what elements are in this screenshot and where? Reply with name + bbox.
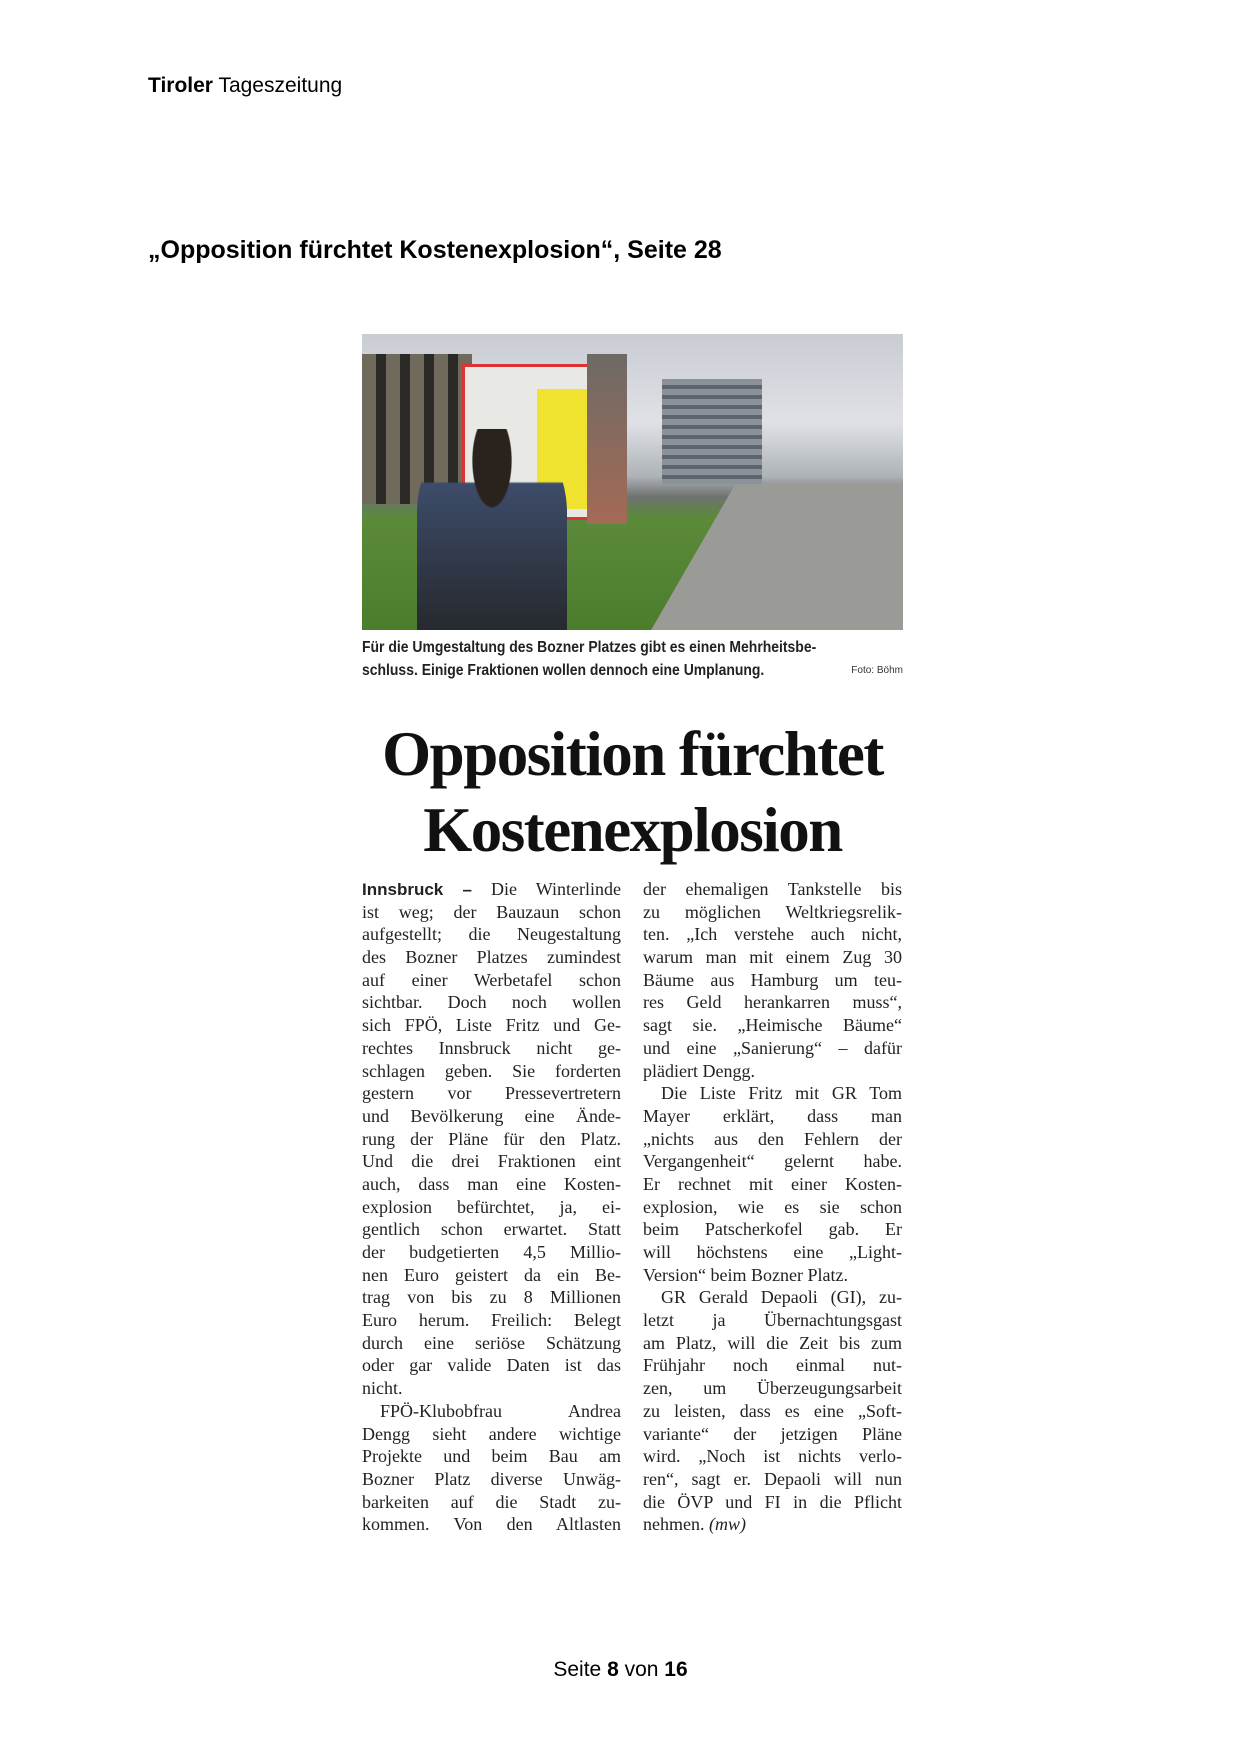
article-line	[362, 1014, 621, 1037]
article-line-text: Vergangenheit“ gelernt habe.	[643, 1151, 902, 1172]
article-line	[643, 1286, 902, 1309]
total-pages: 16	[664, 1658, 688, 1681]
article-line-text: Projekte und beim Bau am	[362, 1446, 621, 1467]
publication-name-rest: Tageszeitung	[218, 74, 343, 97]
article-line-text: GR Gerald Depaoli (GI), zu-	[661, 1287, 902, 1308]
article-line	[643, 1105, 902, 1128]
article-line	[643, 1309, 902, 1332]
caption-line: Für die Umgestaltung des Bozner Platzes gibt es einen Mehrheitsbe-	[362, 639, 817, 656]
article-line	[643, 969, 902, 992]
article-line-text: Euro herum. Freilich: Belegt	[362, 1310, 621, 1331]
article-line-text: auch, dass man eine Kosten-	[362, 1173, 621, 1194]
article-line-text: variante“ der jetzigen Pläne	[643, 1423, 902, 1444]
article-line	[362, 1105, 621, 1128]
article-line-text: aufgestellt; die Neugestaltung	[362, 924, 621, 945]
article-line	[362, 1037, 621, 1060]
article-column-right	[643, 878, 902, 1536]
article-line	[643, 1332, 902, 1355]
article-line	[362, 946, 621, 969]
caption-line: schluss. Einige Fraktionen wollen dennoch eine Umplanung.	[362, 662, 765, 679]
article-line-text: nen Euro geistert da ein Be-	[362, 1264, 621, 1285]
article-line	[643, 1445, 902, 1468]
dateline: Innsbruck –	[362, 880, 472, 899]
article-line	[643, 1468, 902, 1491]
article-line	[643, 1423, 902, 1446]
article-line-text: Frühjahr noch einmal nut-	[643, 1355, 902, 1376]
article-line-text: Die Winterlinde	[471, 879, 621, 899]
article-line-text: nicht.	[362, 1378, 403, 1399]
article-line-text: zu leisten, dass es eine „Soft-	[643, 1400, 902, 1421]
article-line	[362, 1400, 621, 1423]
article-line	[362, 1468, 621, 1491]
article-line	[362, 1150, 621, 1173]
article-line	[362, 1173, 621, 1196]
article-line-text: der budgetierten 4,5 Millio-	[362, 1242, 621, 1262]
article-line-text: Er rechnet mit einer Kosten-	[643, 1173, 902, 1194]
article-line-text: zen, um Überzeugungsarbeit	[643, 1378, 902, 1399]
article-line	[643, 1150, 902, 1173]
photo-credit: Foto: Böhm	[851, 665, 903, 676]
article-line-text: auf einer Werbetafel schon	[362, 969, 621, 990]
article-line-text: nehmen.	[643, 1514, 705, 1535]
article-line-text: durch eine seriöse Schätzung	[362, 1332, 621, 1353]
article-headline	[362, 716, 903, 868]
article-line-text: plädiert Dengg.	[643, 1060, 755, 1081]
photo-person	[417, 429, 567, 630]
article-line-text: letzt ja Übernachtungsgast	[643, 1310, 902, 1331]
article-line	[643, 1128, 902, 1151]
author-signature: (mw)	[708, 1514, 746, 1535]
article-line-text: Mayer erklärt, dass man	[643, 1105, 902, 1126]
article-line	[362, 1491, 621, 1514]
article-line-text: Bäume aus Hamburg um teu-	[643, 969, 902, 990]
article-line-text: ten. „Ich verstehe auch nicht,	[643, 924, 902, 945]
article-line	[362, 1423, 621, 1446]
article-line-text: am Platz, will die Zeit bis zum	[643, 1332, 902, 1353]
article-line	[362, 1218, 621, 1241]
article-line	[362, 1082, 621, 1105]
article-line-text: will höchstens eine „Light-	[643, 1242, 902, 1262]
article-line	[362, 969, 621, 992]
current-page: 8	[607, 1658, 619, 1681]
article-line-text: schlagen geben. Sie forderten	[362, 1060, 621, 1081]
headline-line: Kostenexplosion	[423, 795, 842, 865]
article-line	[362, 901, 621, 924]
article-line-text: gestern vor Pressevertretern	[362, 1083, 621, 1104]
article-line-text: explosion befürchtet, ja, ei-	[362, 1196, 621, 1217]
footer-middle: von	[624, 1658, 659, 1681]
article-line-text: des Bozner Platzes zumindest	[362, 947, 621, 968]
article-line-text: res Geld herankarren muss“,	[643, 992, 902, 1013]
article-line-text: Version“ beim Bozner Platz.	[643, 1264, 848, 1285]
article-line	[362, 1354, 621, 1377]
article-line	[643, 1218, 902, 1241]
article-line-text: warum man mit einem Zug 30	[643, 947, 902, 968]
article-line-text: sich FPÖ, Liste Fritz und Ge-	[362, 1015, 621, 1036]
article-line-text: beim Patscherkofel gab. Er	[643, 1219, 902, 1240]
article-line	[362, 878, 621, 901]
article-line	[362, 1309, 621, 1332]
article-line-text: rechtes Innsbruck nicht ge-	[362, 1037, 621, 1058]
article-column-left	[362, 878, 621, 1536]
article-line-text: rung der Pläne für den Platz.	[362, 1128, 621, 1149]
article-line	[643, 878, 902, 901]
article-line-text: und Bevölkerung eine Ände-	[362, 1105, 621, 1126]
article-line-text: ist weg; der Bauzaun schon	[362, 901, 621, 922]
article-line	[362, 1241, 621, 1264]
article-line	[643, 1196, 902, 1219]
article-line-text: sagt sie. „Heimische Bäume“	[643, 1015, 902, 1036]
publication-name	[148, 74, 342, 98]
article-line	[643, 1060, 902, 1083]
footer-prefix: Seite	[553, 1658, 602, 1681]
article-line-text: die ÖVP und FI in die Pflicht	[643, 1491, 902, 1512]
article-line	[643, 991, 902, 1014]
article-line	[643, 1264, 902, 1287]
article-line	[643, 1241, 902, 1264]
article-line-text: trag von bis zu 8 Millionen	[362, 1287, 621, 1308]
article-line	[643, 1354, 902, 1377]
article-line	[643, 1082, 902, 1105]
article-line-text: ren“, sagt er. Depaoli will nun	[643, 1468, 902, 1489]
article-line-text: FPÖ-Klubobfrau Andrea	[380, 1400, 621, 1421]
photo-fountain	[587, 354, 627, 524]
article-line-text: gentlich schon erwartet. Statt	[362, 1219, 621, 1240]
article-line-text: und eine „Sanierung“ – dafür	[643, 1037, 902, 1058]
article-line	[362, 1445, 621, 1468]
article-line-text: zu möglichen Weltkriegsrelik-	[643, 901, 902, 922]
article-line	[362, 1264, 621, 1287]
article-line-text: Dengg sieht andere wichtige	[362, 1423, 621, 1444]
article-reference: „Opposition fürchtet Kostenexplosion“, Seite 28	[148, 236, 722, 264]
article-line	[362, 1513, 621, 1536]
article-line	[643, 923, 902, 946]
article-line	[362, 1377, 621, 1400]
article-line	[643, 1400, 902, 1423]
article-line	[643, 901, 902, 924]
article-line	[643, 1014, 902, 1037]
article-line	[362, 1332, 621, 1355]
publication-name-bold: Tiroler	[148, 74, 213, 97]
photo-road	[643, 484, 903, 630]
article-line-text: Und die drei Fraktionen eint	[362, 1151, 621, 1172]
article-line	[362, 1196, 621, 1219]
article-line	[362, 1128, 621, 1151]
article-line-text: barkeiten auf die Stadt zu-	[362, 1491, 621, 1512]
article-line-text: explosion, wie es sie schon	[643, 1196, 902, 1217]
article-line-text: wird. „Noch ist nichts verlo-	[643, 1446, 902, 1467]
page-footer	[0, 1658, 1241, 1682]
article-line	[643, 1173, 902, 1196]
article-line-text: sichtbar. Doch noch wollen	[362, 992, 621, 1013]
article-line	[643, 1037, 902, 1060]
article-line	[643, 1377, 902, 1400]
article-line	[362, 1060, 621, 1083]
article-line	[362, 1286, 621, 1309]
article-line	[643, 946, 902, 969]
article-line	[362, 991, 621, 1014]
photo-caption	[362, 636, 849, 682]
photo-building-right	[662, 379, 762, 484]
article-line-text: kommen. Von den Altlasten	[362, 1514, 621, 1535]
article-photo	[362, 334, 903, 630]
article-line	[643, 1513, 902, 1536]
article-line	[362, 923, 621, 946]
article-line-text: oder gar valide Daten ist das	[362, 1355, 621, 1376]
article-line-text: der ehemaligen Tankstelle bis	[643, 879, 902, 899]
article-line-text: Die Liste Fritz mit GR Tom	[661, 1083, 902, 1104]
headline-line: Opposition fürchtet	[382, 719, 883, 789]
article-line-text: „nichts aus den Fehlern der	[643, 1128, 902, 1149]
article-line	[643, 1491, 902, 1514]
article-line-text: Bozner Platz diverse Unwäg-	[362, 1468, 621, 1489]
